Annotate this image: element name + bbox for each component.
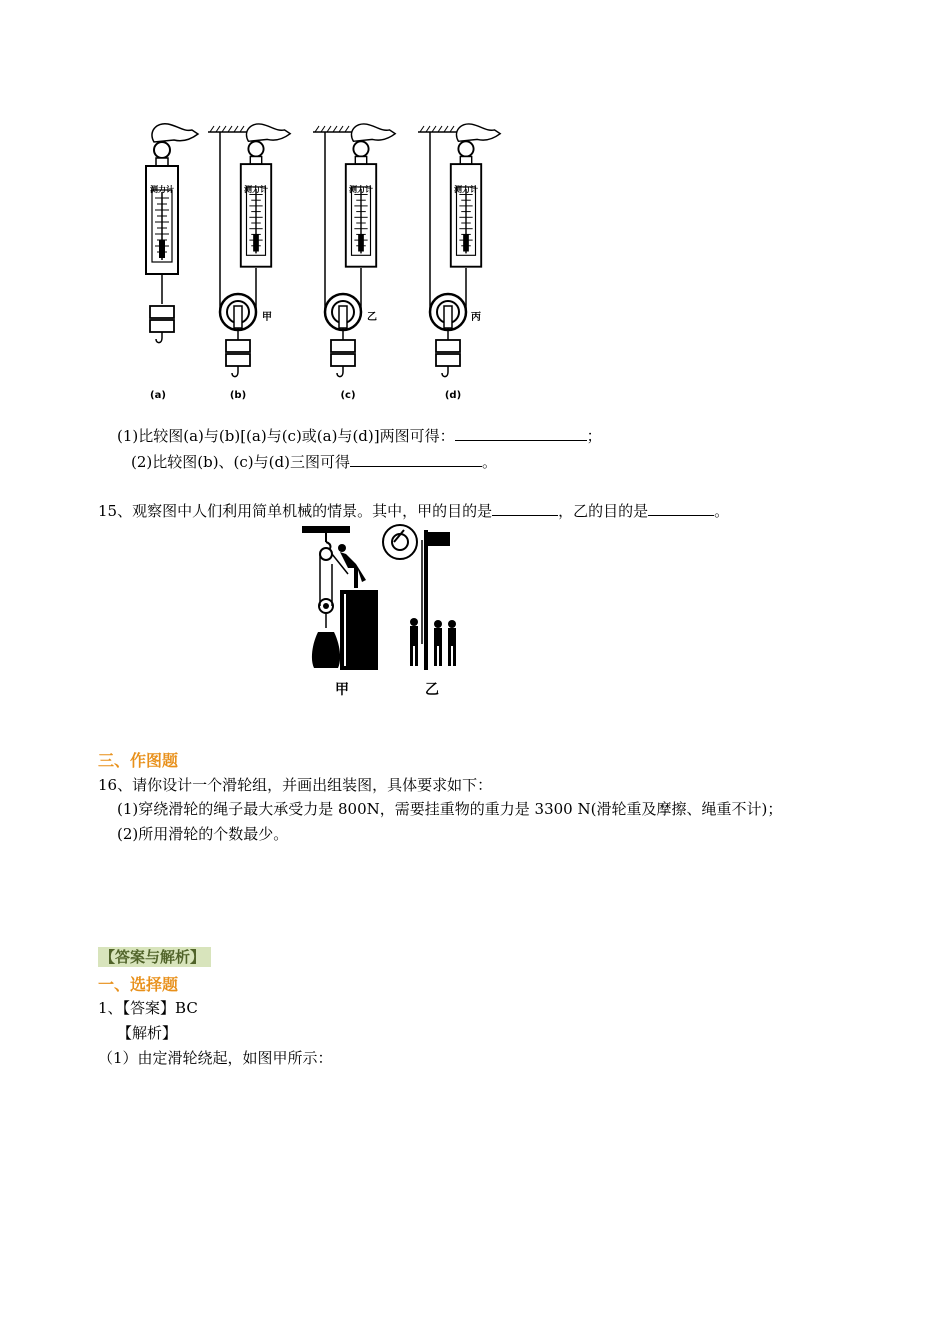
- meter-label-c: 测力计: [349, 185, 373, 194]
- q14-part2-text: (2)比较图(b)、(c)与(d)三图可得: [131, 453, 350, 471]
- ceiling-hatching: [208, 126, 460, 132]
- caption-a: (a): [150, 390, 166, 401]
- q15-stem: [98, 500, 729, 521]
- q1-answer: 1、【答案】BC: [98, 999, 198, 1017]
- caption-c: (c): [340, 390, 356, 401]
- q15-text-c: 。: [714, 502, 730, 520]
- q15-blank-yi[interactable]: [648, 500, 714, 516]
- q14-part1-end: ；: [586, 427, 602, 445]
- answers-banner: [98, 946, 211, 967]
- scale-b: [220, 124, 290, 377]
- spring-scale-pulley-figure: [120, 118, 520, 410]
- scale-d: [430, 124, 500, 377]
- q1-analysis-line1: （1）由定滑轮绕起，如图甲所示：: [98, 1049, 333, 1067]
- meter-label-d: 测力计: [454, 185, 478, 194]
- q16-requirement-2: (2)所用滑轮的个数最少。: [117, 825, 289, 843]
- yi-illustration: [383, 525, 456, 670]
- label-yi: 乙: [425, 682, 439, 698]
- q16-stem: 16、请你设计一个滑轮组，并画出组装图，具体要求如下：: [98, 776, 493, 794]
- label-jia: 甲: [335, 682, 349, 698]
- simple-machines-figure: [296, 524, 480, 702]
- q14-part1-text: (1)比较图(a)与(b)[(a)与(c)或(a)与(d)]两图可得：: [117, 427, 455, 445]
- pulley-tag-bing: 丙: [471, 312, 481, 323]
- section3-title: 三、作图题: [98, 751, 179, 770]
- pulley-tag-jia: 甲: [262, 312, 272, 323]
- q15-blank-jia[interactable]: [492, 500, 558, 516]
- caption-b: (b): [229, 390, 247, 401]
- q14-blank-1[interactable]: [455, 425, 587, 441]
- meter-label-b: 测力计: [244, 185, 268, 194]
- q1-analysis-label: 【解析】: [117, 1024, 178, 1042]
- jia-illustration: [302, 526, 378, 670]
- scale-c: [325, 124, 395, 377]
- q15-text-a: 15、观察图中人们利用简单机械的情景。其中，甲的目的是: [98, 502, 493, 520]
- q14-part1: [117, 425, 602, 446]
- scale-a: [146, 124, 198, 343]
- q16-requirement-1: (1)穿绕滑轮的绳子最大承受力是 800N，需要挂重物的重力是 3300 N(滑轮重及摩擦、绳重不计)；: [117, 800, 783, 818]
- q14-part2: [131, 451, 497, 472]
- answers-banner-text: 【答案与解析】: [98, 947, 211, 967]
- q14-part2-end: 。: [481, 453, 497, 471]
- q14-blank-2[interactable]: [350, 451, 482, 467]
- meter-label-a: 测力计: [150, 185, 174, 194]
- answers-section1-title: 一、选择题: [98, 975, 179, 994]
- q15-text-b: ，乙的目的是: [558, 502, 649, 520]
- pulley-tag-yi: 乙: [367, 312, 377, 323]
- caption-d: (d): [444, 390, 462, 401]
